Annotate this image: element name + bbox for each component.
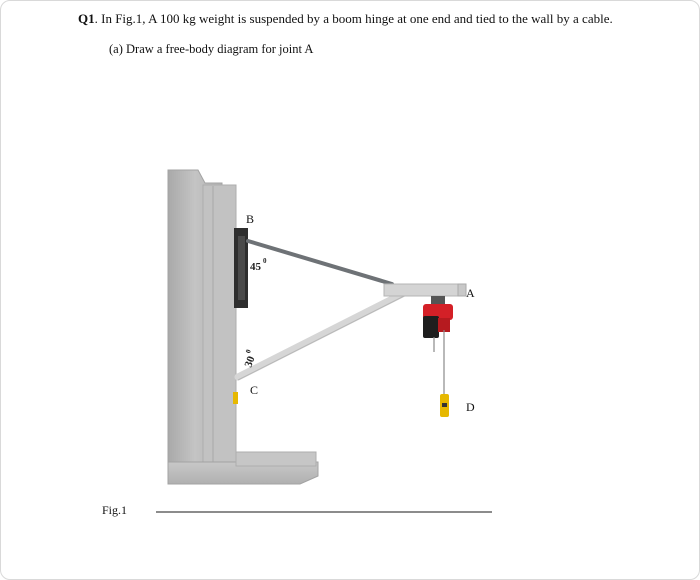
base-block xyxy=(236,452,316,466)
hoist-motor xyxy=(438,318,450,332)
cable-bc xyxy=(248,241,392,284)
angle-boom-label: 30 xyxy=(242,354,258,370)
label-a: A xyxy=(466,286,475,300)
label-c: C xyxy=(250,383,259,397)
hoist-housing xyxy=(423,316,439,338)
question-number: Q1 xyxy=(78,11,95,26)
angle-boom-degree: 0 xyxy=(244,348,253,355)
angle-cable-label: 45 xyxy=(250,261,261,273)
figure-caption: Fig.1 xyxy=(102,503,128,517)
question-body: . In Fig.1, A 100 kg weight is suspended by a boom hinge at one end and tied to the wall by a cable. xyxy=(94,11,613,26)
joint-c-bracket xyxy=(233,392,238,404)
label-b: B xyxy=(246,212,255,226)
top-beam xyxy=(384,284,464,296)
boom-ca xyxy=(238,287,416,377)
subquestion-text: (a) Draw a free-body diagram for joint A xyxy=(109,42,314,56)
wall-post-face xyxy=(203,185,236,468)
hinge-bracket-plate xyxy=(238,236,245,300)
boom-ca-edge xyxy=(238,290,416,380)
angle-cable-degree: 0 xyxy=(263,257,267,265)
top-beam-cap xyxy=(458,284,466,296)
pendant-button xyxy=(442,403,447,407)
label-d: D xyxy=(466,400,475,414)
hoist-mount xyxy=(431,296,445,304)
